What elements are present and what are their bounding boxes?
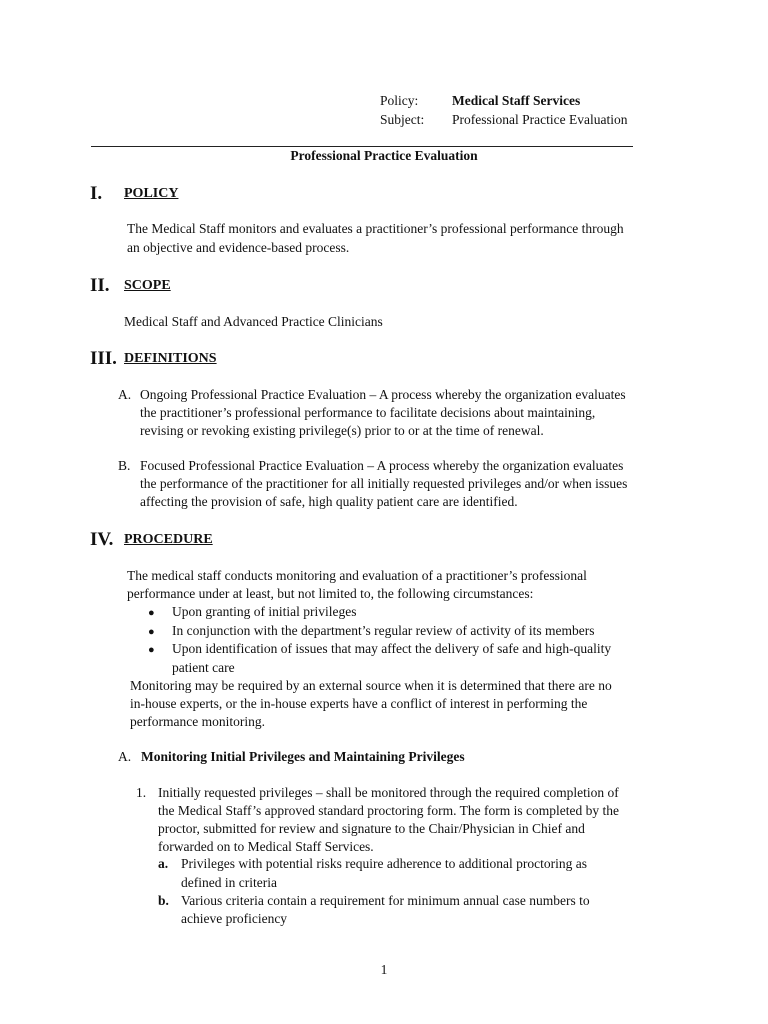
section-heading-definitions: DEFINITIONS	[124, 351, 217, 366]
section-heading-scope: SCOPE	[124, 278, 171, 293]
bullet-item: Upon identification of issues that may affect the delivery of safe and high-quality	[172, 641, 612, 656]
subitem-line: Privileges with potential risks require adherence to additional proctoring as	[181, 856, 588, 871]
definition-line: revising or revoking existing privilege(s) prior to or at the time of renewal.	[140, 423, 544, 438]
policy-value: Medical Staff Services	[452, 93, 581, 108]
subitem-line: Various criteria contain a requirement for minimum annual case numbers to	[181, 893, 590, 908]
subitem-letter: b.	[158, 893, 169, 908]
bullet-item: In conjunction with the department’s regular review of activity of its members	[172, 623, 595, 638]
section-number-procedure: IV.	[90, 529, 114, 550]
bullet-icon: ●	[148, 644, 155, 656]
definition-letter: A.	[118, 387, 132, 402]
document-title: Professional Practice Evaluation	[290, 148, 478, 163]
bullet-icon: ●	[148, 607, 155, 619]
page-number: 1	[380, 962, 388, 977]
subitem-letter: a.	[158, 856, 169, 871]
policy-label: Policy:	[380, 93, 419, 108]
item-line: forwarded on to Medical Staff Services.	[158, 839, 374, 854]
section-heading-procedure: PROCEDURE	[124, 532, 213, 547]
subitem-line: achieve proficiency	[181, 911, 288, 926]
subitem-line: defined in criteria	[181, 875, 277, 890]
section-number-policy: I.	[90, 183, 103, 204]
definition-line: Ongoing Professional Practice Evaluation – A process whereby the organization evaluates	[140, 387, 626, 402]
definition-line: the performance of the practitioner for all initially requested privileges and/or when issues	[140, 476, 628, 491]
definition-letter: B.	[118, 458, 131, 473]
item-number: 1.	[136, 785, 147, 800]
definition-line: affecting the provision of safe, high quality patient care are identified.	[140, 494, 518, 509]
bullet-item-continuation: patient care	[172, 660, 235, 675]
procedure-intro-line: performance under at least, but not limited to, the following circumstances:	[127, 586, 534, 601]
section-heading-policy: POLICY	[124, 186, 179, 201]
monitoring-line: Monitoring may be required by an external source when it is determined that there are no	[130, 678, 612, 693]
definition-line: Focused Professional Practice Evaluation – A process whereby the organization evaluates	[140, 458, 624, 473]
policy-line: The Medical Staff monitors and evaluates a practitioner’s professional performance through	[127, 221, 624, 236]
subsection-letter: A.	[118, 749, 132, 764]
subsection-heading: Monitoring Initial Privileges and Maintaining Privileges	[141, 749, 465, 764]
monitoring-line: in-house experts, or the in-house experts have a conflict of interest in performing the	[130, 696, 588, 711]
section-number-scope: II.	[90, 275, 110, 296]
scope-text: Medical Staff and Advanced Practice Clinicians	[124, 314, 383, 329]
definition-line: the practitioner’s professional performance to facilitate decisions about maintaining,	[140, 405, 596, 420]
item-line: the Medical Staff’s approved standard proctoring form. The form is completed by the	[158, 803, 619, 818]
item-line: Initially requested privileges – shall be monitored through the required completion of	[158, 785, 619, 800]
policy-line: an objective and evidence-based process.	[127, 240, 350, 255]
bullet-item: Upon granting of initial privileges	[172, 604, 357, 619]
subject-value: Professional Practice Evaluation	[452, 112, 628, 127]
monitoring-line: performance monitoring.	[130, 714, 265, 729]
bullet-icon: ●	[148, 626, 155, 638]
item-line: proctor, submitted for review and signature to the Chair/Physician in Chief and	[158, 821, 585, 836]
procedure-intro-line: The medical staff conducts monitoring and evaluation of a practitioner’s professional	[127, 568, 587, 583]
section-number-definitions: III.	[90, 348, 117, 369]
subject-label: Subject:	[380, 112, 425, 127]
